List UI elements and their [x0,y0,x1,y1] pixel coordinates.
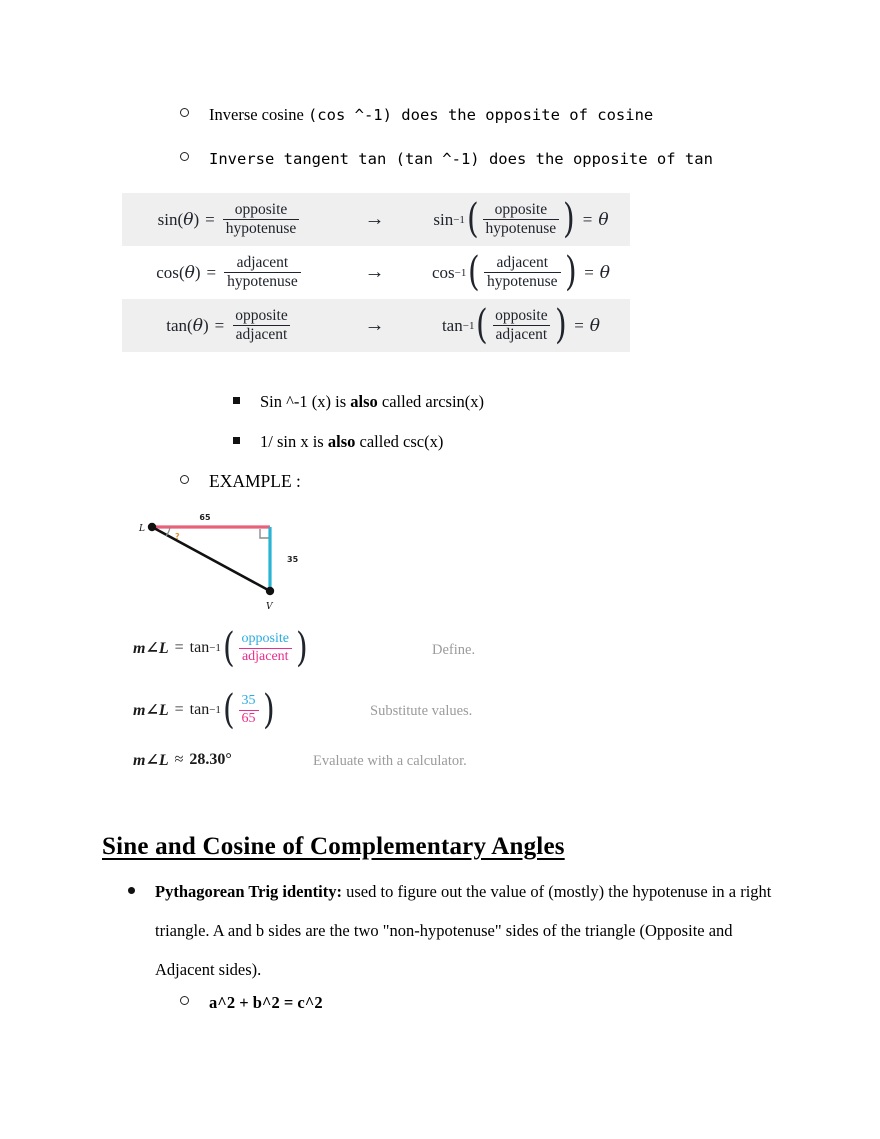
formula-arrow-cell [337,193,412,246]
table-row [122,299,630,352]
rhs-result-theta: θ [589,315,601,336]
rhs-numerator: opposite [494,200,548,218]
formula-lhs-cell: cos ( θ ) = $\frac{\text{adjacent}}{\text{hypotenuse}}$ [122,246,337,299]
list-item-text [260,392,484,412]
formula-lhs-cell: tan ( θ ) = $\frac{\text{opposite}}{\text{adjacent}}$ [122,299,337,352]
top-side-length-label: 65 [199,513,211,522]
formula-rhs-cell: tan −1 ( $\frac{\text{opposite}}{\text{adjacent}}$ ) = θ [441,302,601,349]
work1-annotation: Define. [432,642,476,658]
arcsin-bold-text: also [350,392,378,411]
hollow-bullet-icon [180,108,189,124]
lhs-function-name: cos [156,262,179,282]
right-paren: ) [262,686,275,733]
rhs-denominator: hypotenuse [483,219,560,237]
vertex-l-dot [148,523,156,531]
lhs-numerator: opposite [234,200,288,218]
inverse-tangent-mono-text: Inverse tangent tan (tan ^-1) does the opposite of tan [209,150,713,168]
table-row [122,246,630,299]
rhs-exponent: −1 [462,319,475,332]
pythagorean-lead-label: Pythagorean Trig identity: [155,882,342,901]
formula-lhs-cell: sin ( θ ) = $\frac{\text{opposite}}{\text{hypotenuse}}$ [122,193,337,246]
rhs-numerator: adjacent [496,253,549,271]
work-line-1 [133,624,310,671]
disc-bullet-icon [128,885,135,901]
work2-annotation: Substitute values. [370,703,473,719]
unknown-angle-label: ? [175,532,180,541]
list-item-text [155,872,778,989]
pythagorean-body-text: used to figure out the value of (mostly) the hypotenuse in a right triangle. A and b sides are the two "non-hypotenuse" sides of the triangle (Opposite and Adjacent sides). [155,882,772,979]
work3-approx: ≈ [174,751,184,768]
list-item-example [180,471,301,492]
work1-equals: = [174,639,184,657]
work2-equals: = [174,701,184,719]
list-item-pythagorean-formula [180,993,323,1013]
left-paren: ( [468,249,481,296]
lhs-denominator: hypotenuse [224,272,301,290]
rhs-numerator: opposite [495,306,548,324]
lhs-function-name: tan [166,315,188,335]
inverse-cosine-mono-text: (cos ^-1) does the opposite of cosine [307,106,654,124]
left-paren: ( [466,196,479,243]
rhs-function-name: cos [431,262,455,282]
lhs-theta: θ [184,262,195,283]
work2-denominator: 65 [239,710,259,727]
list-item-inverse-tangent [180,150,713,169]
rhs-function-name: tan [441,315,463,335]
rhs-function-name: sin [433,209,454,229]
right-arrow-icon: → [364,208,385,230]
work1-function: tan [189,639,210,657]
formula-rhs-cell: cos −1 ( $\frac{\text{adjacent}}{\text{hypotenuse}}$ ) = θ [431,249,611,296]
list-item-arcsin [233,392,484,412]
list-item-csc [233,432,443,452]
lhs-numerator: opposite [235,306,288,324]
hollow-bullet-icon [180,475,189,491]
work3-value: 28.30° [189,751,232,768]
list-item-text [260,432,443,452]
rhs-exponent: −1 [454,266,467,279]
table-row [122,193,630,246]
pythagorean-formula-text: a^2 + b^2 = c^2 [209,993,323,1012]
work1-denominator: adjacent [239,648,292,665]
right-paren: ) [295,624,308,671]
list-item-text [209,105,653,125]
right-paren: ) [564,249,577,296]
list-item-text [209,150,713,169]
right-side-length-label: 35 [287,555,299,564]
hollow-bullet-icon [180,996,189,1012]
lhs-theta: θ [183,209,194,230]
right-triangle-diagram [130,505,325,620]
csc-pre-text: 1/ sin x is [260,432,328,451]
work2-exponent: −1 [209,704,221,717]
rhs-denominator: adjacent [493,325,551,343]
work2-lhs: m∠L [133,702,169,720]
work3-lhs: m∠L [133,752,169,769]
list-item-pythagorean [128,872,778,989]
page-title: Sine and Cosine of Complementary Angles [102,832,565,860]
formula-arrow-cell [337,246,412,299]
left-paren: ( [222,686,235,733]
vertex-l-label: L [139,524,145,534]
left-paren: ( [222,624,235,671]
square-bullet-icon [233,435,240,451]
triangle-hypotenuse [152,527,270,591]
right-paren: ) [563,196,575,243]
right-angle-marker-icon [260,529,269,538]
work2-numerator: 35 [241,693,256,708]
arcsin-post-text: called arcsin(x) [377,392,485,411]
arcsin-pre-text: Sin ^-1 (x) is [260,392,351,411]
rhs-denominator: hypotenuse [484,272,561,290]
right-paren: ) [554,302,567,349]
lhs-function-name: sin [157,209,178,229]
rhs-exponent: −1 [453,213,465,226]
work-line-2 [133,686,276,733]
lhs-theta: θ [192,315,203,336]
list-item-inverse-cosine [180,105,653,125]
right-arrow-icon: → [364,314,385,336]
inverse-cosine-serif-text: Inverse cosine [209,105,308,124]
work1-lhs: m∠L [133,640,169,658]
right-arrow-icon: → [364,261,385,283]
square-bullet-icon [233,395,240,411]
hollow-bullet-icon [180,152,189,168]
trig-formula-table [122,193,630,352]
work1-numerator: opposite [241,631,289,646]
work1-exponent: −1 [209,642,221,655]
lhs-numerator: adjacent [236,253,289,271]
vertex-v-label: V [266,602,273,612]
rhs-result-theta: θ [598,209,609,230]
lhs-denominator: adjacent [233,325,291,343]
lhs-denominator: hypotenuse [223,219,300,237]
csc-post-text: called csc(x) [355,432,444,451]
formula-arrow-cell [337,299,412,352]
work3-annotation: Evaluate with a calculator. [313,753,467,769]
rhs-result-theta: θ [599,262,611,283]
csc-bold-text: also [327,432,356,451]
work-line-3 [133,750,232,770]
left-paren: ( [476,302,489,349]
example-label: EXAMPLE : [209,471,301,491]
formula-rhs-cell: sin −1 ( $\frac{\text{opposite}}{\text{hypotenuse}}$ ) = θ [433,196,609,243]
work2-function: tan [189,701,210,719]
vertex-v-dot [266,587,274,595]
